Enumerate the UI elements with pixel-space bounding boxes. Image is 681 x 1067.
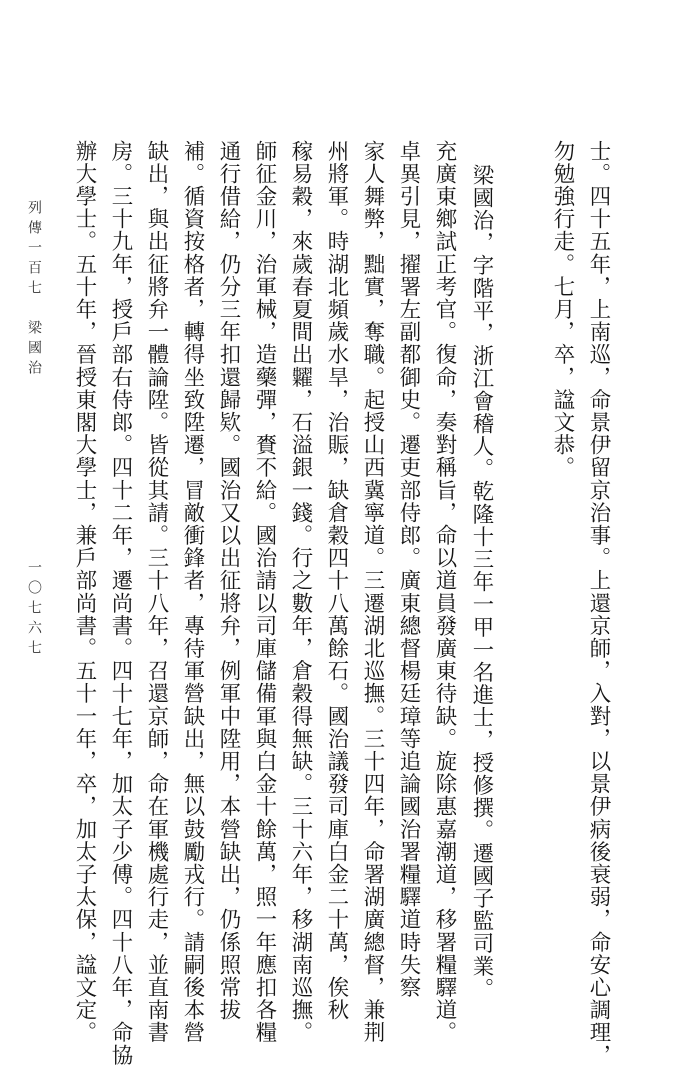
text-column-8: 稼易穀，來歲春夏間出糶，石溢銀一錢。行之數年，倉穀得無缺。三十六年，移湖南巡撫。 — [288, 140, 313, 1044]
text-column-12: 缺出，與出征將弁一體論陞。皆從其請。三十八年，召還京師，命在軍機處行走，並直南書 — [144, 140, 169, 1044]
page-number: 一〇七六七 — [26, 560, 42, 660]
text-column-6: 家人舞弊，黜實，奪職。起授山西冀寧道。三遷湖北巡撫。三十四年，命署湖廣總督，兼荆 — [360, 140, 385, 1044]
text-column-4: 充廣東鄉試正考官。復命，奏對稱旨，命以道員發廣東待缺。旋除惠嘉潮道，移署糧驛道。 — [432, 140, 457, 1044]
text-column-13: 房。三十九年，授戶部右侍郎。四十二年，遷尚書。四十七年，加太子少傅。四十八年，命協 — [108, 140, 133, 1067]
text-column-11: 補。循資按格者，轉得坐致陞遷，冒敵衝鋒者，專待軍營缺出，無以鼓勵戎行。請嗣後本營 — [180, 140, 205, 1044]
text-column-3: 梁國治，字階平，浙江會稽人。乾隆十三年一甲一名進士，授修撰。遷國子監司業。 — [469, 164, 494, 1001]
text-column-2: 勿勉強行走。七月，卒，諡文恭。 — [550, 140, 575, 479]
text-column-5: 卓異引見，擢署左副都御史。遷吏部侍郎。廣東總督楊廷璋等追論國治署糧驛道時失察 — [396, 140, 421, 999]
text-column-7: 州將軍。時湖北頻歲水旱，治賑，缺倉穀四十八萬餘石。國治議發司庫白金二十萬，俟秋 — [324, 140, 349, 1022]
text-column-10: 通行借給，仍分三年扣還歸欵。國治又以出征將弁，例軍中陞用，本營缺出，仍係照常拔 — [216, 140, 241, 1022]
text-column-14: 辦大學士。五十年，晉授東閣大學士，兼戶部尚書。五十一年，卒，加太子太保，諡文定。 — [72, 140, 97, 1044]
running-header-left: 列傳一百七 梁國治 — [26, 200, 42, 380]
text-column-1: 士。四十五年，上南巡，命景伊留京治事。上還京師，入對，以景伊病後衰弱，命安心調理， — [586, 140, 611, 1067]
text-column-9: 師征金川，治軍械，造藥彈，賚不給。國治請以司庫儲備軍與白金十餘萬，照一年應扣各糧 — [252, 140, 277, 1044]
